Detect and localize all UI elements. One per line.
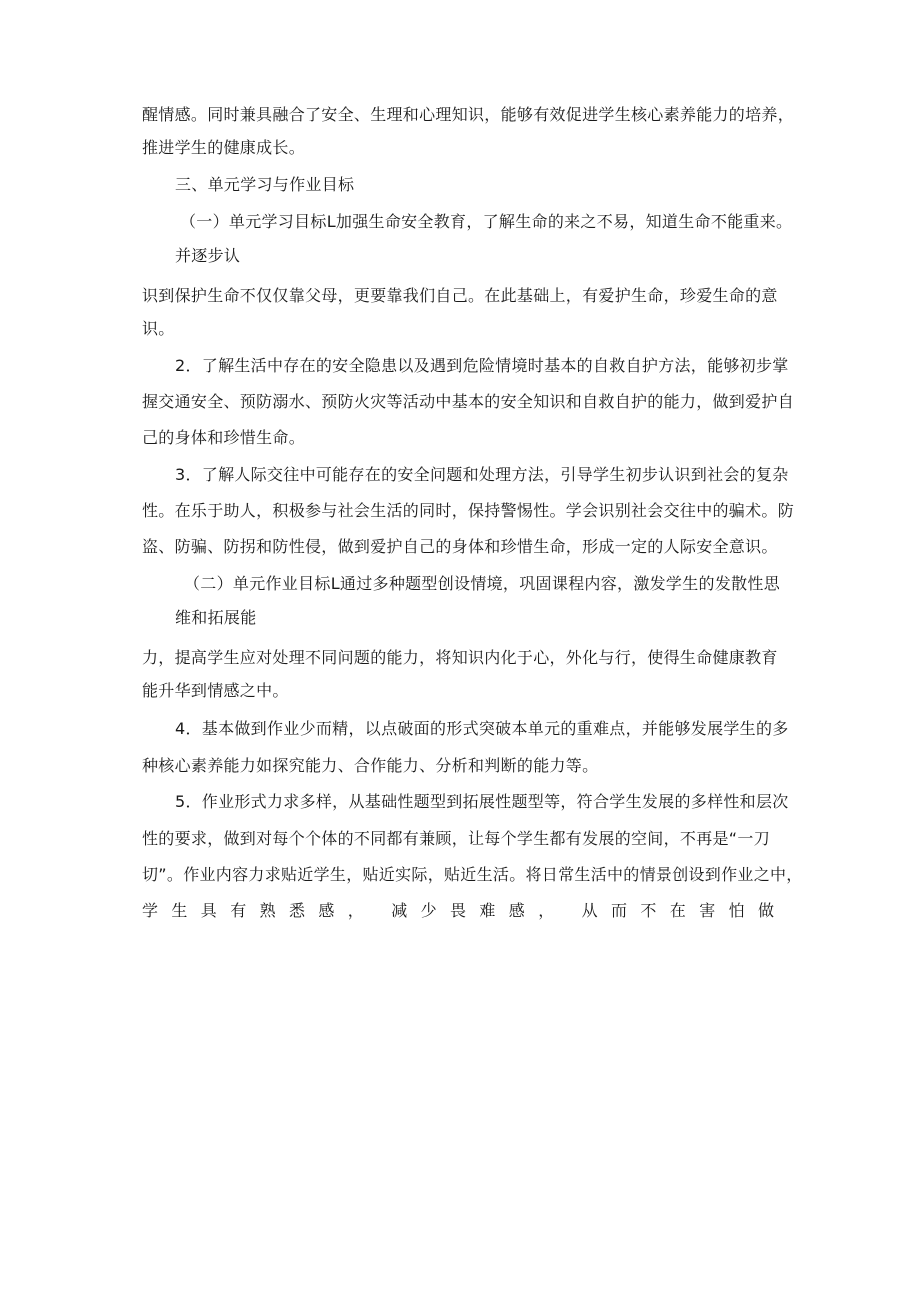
paragraph-line: 能升华到情感之中。: [142, 681, 289, 700]
subsection-heading: （一）单元学习目标L加强生命安全教育，了解生命的来之不易，知道生命不能重来。: [180, 212, 793, 231]
paragraph-line: 种核心素养能力如探究能力、合作能力、分析和判断的能力等。: [142, 756, 599, 775]
paragraph-line: 识到保护生命不仅仅靠父母，更要靠我们自己。在此基础上，有爱护生命，珍爱生命的意: [142, 286, 778, 305]
subsection-heading: （二）单元作业目标L通过多种题型创设情境，巩固课程内容，激发学生的发散性思: [184, 574, 781, 593]
paragraph-line: 性的要求，做到对每个个体的不同都有兼顾，让每个学生都有发展的空间，不再是“一刀: [142, 829, 770, 848]
line-part: 减少畏难感，: [391, 901, 568, 920]
paragraph-line: 盗、防骗、防拐和防性侵，做到爱护自己的身体和珍惜生命，形成一定的人际安全意识。: [142, 537, 778, 556]
list-item-4: 4．基本做到作业少而精，以点破面的形式突破本单元的重难点，并能够发展学生的多: [175, 719, 789, 738]
paragraph-line: 推进学生的健康成长。: [142, 138, 306, 157]
paragraph-line: 切”。作业内容力求贴近学生，贴近实际，贴近生活。将日常生活中的情景创设到作业之中，: [142, 865, 803, 884]
paragraph-line: 醒情感。同时兼具融合了安全、生理和心理知识，能够有效促进学生核心素养能力的培养，: [142, 105, 795, 124]
paragraph-line: 握交通安全、预防溺水、预防火灾等活动中基本的安全知识和自救自护的能力，做到爱护自: [142, 392, 795, 411]
paragraph-line: 性。在乐于助人，积极参与社会生活的同时，保持警惕性。学会识别社会交往中的骗术。防: [142, 501, 795, 520]
section-heading: 三、单元学习与作业目标: [175, 175, 355, 194]
paragraph-line: 力，提高学生应对处理不同问题的能力，将知识内化于心，外化与行，使得生命健康教育: [142, 648, 778, 667]
list-item-2: 2．了解生活中存在的安全隐患以及遇到危险情境时基本的自救自护方法，能够初步掌: [175, 356, 789, 375]
paragraph-line-justified: [142, 900, 787, 922]
paragraph-line: 识。: [142, 319, 175, 338]
line-part: 从而不在害怕做: [581, 901, 788, 920]
paragraph-line: 维和拓展能: [175, 608, 257, 627]
line-part: 学生具有熟悉感，: [142, 901, 378, 920]
paragraph-line: 并逐步认: [175, 246, 241, 265]
paragraph-line: 己的身体和珍惜生命。: [142, 428, 306, 447]
list-item-3: 3．了解人际交往中可能存在的安全问题和处理方法，引导学生初步认识到社会的复杂: [175, 465, 789, 484]
list-item-5: 5．作业形式力求多样，从基础性题型到拓展性题型等，符合学生发展的多样性和层次: [175, 792, 789, 811]
